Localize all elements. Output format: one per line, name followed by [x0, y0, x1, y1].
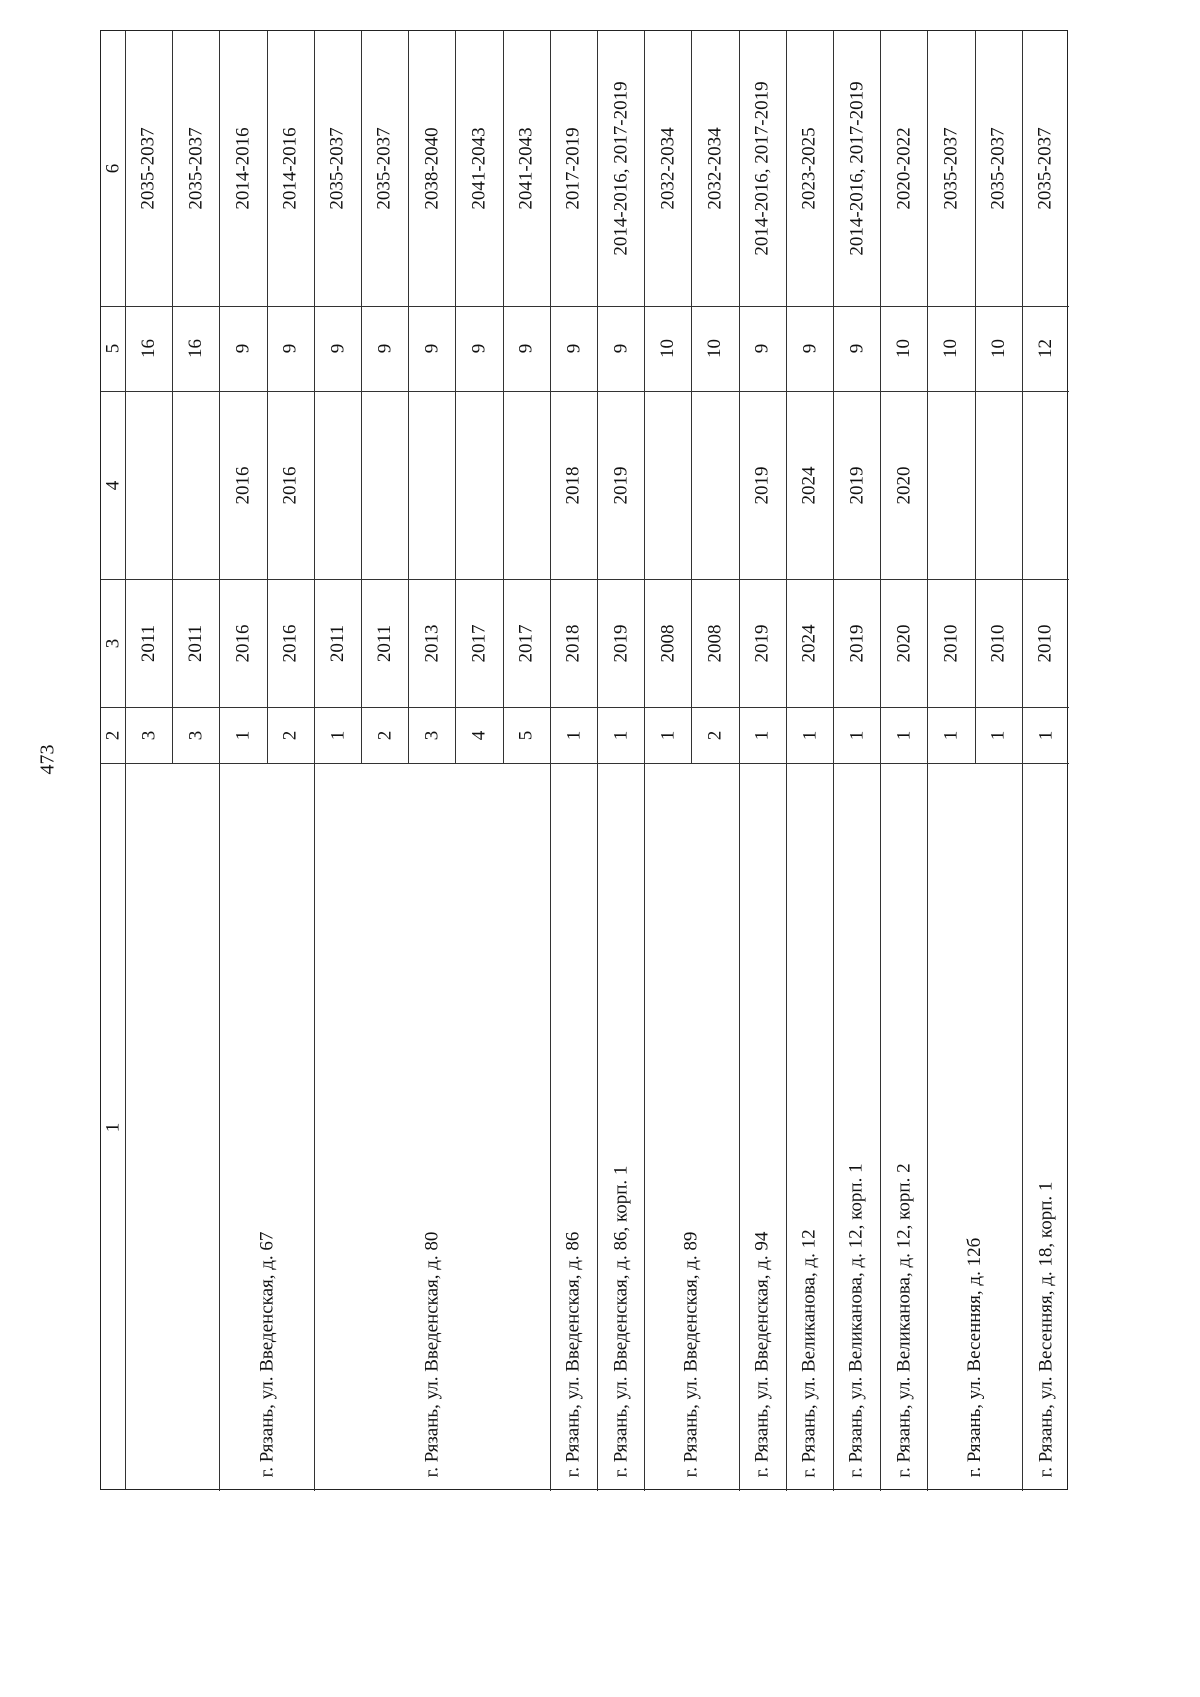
- table-cell-c4-text: 2018: [562, 466, 584, 504]
- table-cell-c5-text: 9: [515, 343, 537, 354]
- table-cell-c5: [691, 306, 738, 391]
- address-cell: [739, 763, 786, 1491]
- table-cell-c3-text: 2017: [468, 624, 490, 662]
- table-cell-c2: [739, 707, 786, 763]
- address-cell: [597, 763, 644, 1491]
- table-cell-c6: [267, 31, 314, 306]
- table-cell-c2-text: 1: [846, 730, 868, 740]
- table-cell-c3: [455, 579, 502, 707]
- header-5-text: 5: [102, 343, 124, 354]
- table-cell-c3-text: 2010: [987, 624, 1009, 662]
- table-cell-c5: [880, 306, 927, 391]
- table-cell-c3-text: 2019: [610, 624, 632, 662]
- table-cell-c6: [550, 31, 597, 306]
- table-cell-c4-text: 2020: [893, 466, 915, 504]
- table-cell-c2-text: 2: [279, 730, 301, 740]
- table-cell-c3-text: 2017: [515, 624, 537, 662]
- table-cell-c5-text: 9: [846, 343, 868, 354]
- table-cell-c3: [786, 579, 833, 707]
- table-cell-c5-text: 9: [374, 343, 396, 354]
- page-number: 473: [36, 744, 59, 775]
- table-cell-c4-text: 2019: [751, 466, 773, 504]
- table-cell-c5-text: 9: [468, 343, 490, 354]
- table-cell-c5: [125, 306, 172, 391]
- header-3-text: 3: [102, 638, 124, 648]
- table-cell-c6-text: 2020-2022: [893, 127, 915, 210]
- table-cell-c4: [455, 391, 502, 579]
- table-cell-c6: [927, 31, 974, 306]
- table-cell-c5-text: 10: [657, 339, 679, 358]
- table-cell-c2: [314, 707, 361, 763]
- table-cell-c6: [597, 31, 644, 306]
- table-cell-c3-text: 2013: [421, 624, 443, 662]
- table-cell-c3-text: 2011: [326, 624, 348, 662]
- table-cell-c2-text: 1: [1034, 730, 1056, 740]
- table-cell-c2-text: 2: [704, 730, 726, 740]
- table-cell-c6-text: 2032-2034: [657, 127, 679, 210]
- table-cell-c2-text: 1: [232, 730, 254, 740]
- rotated-table: [100, 30, 1068, 1490]
- table-cell-c6: [786, 31, 833, 306]
- table-cell-c6-text: 2014-2016: [232, 127, 254, 210]
- table-cell-c3: [408, 579, 455, 707]
- table-cell-c5-text: 10: [940, 339, 962, 358]
- table-cell-c4: [739, 391, 786, 579]
- table-cell-c5-text: 16: [138, 339, 160, 358]
- table-cell-c5-text: 16: [185, 339, 207, 358]
- table-cell-c5-text: 10: [893, 339, 915, 358]
- table-cell-c4-text: 2016: [279, 466, 301, 504]
- table-cell-c5: [786, 306, 833, 391]
- table-cell-c4: [691, 391, 738, 579]
- table-cell-c4: [597, 391, 644, 579]
- table-cell-c6-text: 2035-2037: [1034, 127, 1056, 210]
- address-text: г. Рязань, ул. Введенская, д. 86, корп. 1: [610, 1165, 632, 1478]
- table-cell-c6-text: 2017-2019: [562, 127, 584, 210]
- table-cell-c2-text: 1: [657, 730, 679, 740]
- table-cell-c6-text: 2035-2037: [987, 127, 1009, 210]
- header-1-text: 1: [102, 1122, 124, 1132]
- table-cell-c3-text: 2008: [657, 624, 679, 662]
- table-cell-c4: [975, 391, 1022, 579]
- table-cell-c2: [880, 707, 927, 763]
- table-cell-c2-text: 3: [138, 730, 160, 740]
- table-cell-c6: [880, 31, 927, 306]
- table-cell-c4: [408, 391, 455, 579]
- table-cell-c5-text: 9: [751, 343, 773, 354]
- address-text: г. Рязань, ул. Введенская, д. 94: [751, 1231, 773, 1478]
- table-cell-c3: [975, 579, 1022, 707]
- address-cell: [125, 763, 219, 1491]
- table-cell-c2-text: 3: [421, 730, 443, 740]
- table-cell-c2-text: 2: [374, 730, 396, 740]
- table-cell-c6: [219, 31, 266, 306]
- address-cell: [1022, 763, 1069, 1491]
- table-cell-c3-text: 2020: [893, 624, 915, 662]
- table-cell-c6-text: 2032-2034: [704, 127, 726, 210]
- table-cell-c5: [267, 306, 314, 391]
- address-cell: [833, 763, 880, 1491]
- table-cell-c5-text: 9: [562, 343, 584, 354]
- table-cell-c5-text: 9: [798, 343, 820, 354]
- address-cell: [644, 763, 738, 1491]
- table-cell-c3: [880, 579, 927, 707]
- table-cell-c3: [267, 579, 314, 707]
- table-cell-c6: [739, 31, 786, 306]
- table-cell-c2: [597, 707, 644, 763]
- table-cell-c4: [314, 391, 361, 579]
- table-cell-c5: [455, 306, 502, 391]
- table-cell-c2-text: 1: [326, 730, 348, 740]
- table-cell-c2-text: 1: [798, 730, 820, 740]
- table-cell-c4-text: 2016: [232, 466, 254, 504]
- table-cell-c5: [927, 306, 974, 391]
- table-cell-c3: [503, 579, 550, 707]
- table-cell-c5: [597, 306, 644, 391]
- table-cell-c6: [644, 31, 691, 306]
- table-cell-c6-text: 2023-2025: [798, 127, 820, 210]
- table-cell-c3-text: 2019: [751, 624, 773, 662]
- table-cell-c5: [408, 306, 455, 391]
- table-cell-c4: [833, 391, 880, 579]
- table-cell-c4: [1022, 391, 1069, 579]
- table-cell-c6: [408, 31, 455, 306]
- table-cell-c6: [314, 31, 361, 306]
- table-cell-c5: [314, 306, 361, 391]
- table-cell-c2: [503, 707, 550, 763]
- table-cell-c4: [267, 391, 314, 579]
- table-cell-c2: [172, 707, 219, 763]
- table-cell-c4: [125, 391, 172, 579]
- table-cell-c5: [833, 306, 880, 391]
- table-cell-c4: [503, 391, 550, 579]
- table-cell-c4-text: 2019: [846, 466, 868, 504]
- table-cell-c4: [880, 391, 927, 579]
- table-cell-c6-text: 2014-2016, 2017-2019: [751, 81, 773, 256]
- address-text: г. Рязань, ул. Великанова, д. 12: [798, 1229, 820, 1478]
- table-cell-c2-text: 1: [610, 730, 632, 740]
- table-cell-c6: [125, 31, 172, 306]
- table-cell-c6-text: 2014-2016: [279, 127, 301, 210]
- table-cell-c6: [455, 31, 502, 306]
- address-text: г. Рязань, ул. Весенняя, д. 12б: [964, 1238, 986, 1478]
- table-cell-c3-text: 2018: [562, 624, 584, 662]
- table-cell-c6-text: 2014-2016, 2017-2019: [610, 81, 632, 256]
- address-cell: [314, 763, 550, 1491]
- table-cell-c4: [219, 391, 266, 579]
- table-cell-c2: [786, 707, 833, 763]
- table-cell-c6: [361, 31, 408, 306]
- table-cell-c3: [644, 579, 691, 707]
- table-cell-c6-text: 2041-2043: [515, 127, 537, 210]
- table-cell-c3-text: 2010: [940, 624, 962, 662]
- address-cell: [219, 763, 313, 1491]
- table-cell-c3-text: 2011: [185, 624, 207, 662]
- table-cell-c2: [361, 707, 408, 763]
- table-cell-c6: [833, 31, 880, 306]
- table-cell-c2-text: 1: [987, 730, 1009, 740]
- table-cell-c2: [125, 707, 172, 763]
- table-cell-c3: [125, 579, 172, 707]
- table-cell-c5: [503, 306, 550, 391]
- header-2: [101, 707, 125, 763]
- table-cell-c3-text: 2010: [1034, 624, 1056, 662]
- address-text: г. Рязань, ул. Введенская, д. 86: [562, 1231, 584, 1478]
- table-cell-c5-text: 10: [987, 339, 1009, 358]
- address-text: г. Рязань, ул. Введенская, д. 80: [421, 1231, 443, 1478]
- address-cell: [550, 763, 597, 1491]
- table-cell-c6-text: 2014-2016, 2017-2019: [846, 81, 868, 256]
- table-cell-c5: [644, 306, 691, 391]
- table-cell-c3-text: 2011: [138, 624, 160, 662]
- table-cell-c4: [550, 391, 597, 579]
- table-cell-c2: [975, 707, 1022, 763]
- table-cell-c3-text: 2016: [279, 624, 301, 662]
- table-cell-c5-text: 9: [326, 343, 348, 354]
- table-cell-c5: [975, 306, 1022, 391]
- table-cell-c3-text: 2008: [704, 624, 726, 662]
- table-cell-c3: [739, 579, 786, 707]
- table-cell-c5-text: 9: [279, 343, 301, 354]
- table-cell-c3: [1022, 579, 1069, 707]
- table-cell-c2: [644, 707, 691, 763]
- table-cell-c4: [644, 391, 691, 579]
- address-text: г. Рязань, ул. Введенская, д. 67: [256, 1231, 278, 1478]
- address-text: г. Рязань, ул. Великанова, д. 12, корп. 2: [893, 1163, 915, 1478]
- table-cell-c3-text: 2019: [846, 624, 868, 662]
- table-cell-c4: [927, 391, 974, 579]
- address-cell: [786, 763, 833, 1491]
- table-cell-c2: [927, 707, 974, 763]
- table-cell-c5: [739, 306, 786, 391]
- table-cell-c2: [1022, 707, 1069, 763]
- table-cell-c3: [361, 579, 408, 707]
- table-cell-c6-text: 2035-2037: [138, 127, 160, 210]
- header-6: [101, 31, 125, 306]
- table-cell-c6-text: 2038-2040: [421, 127, 443, 210]
- table-cell-c5: [172, 306, 219, 391]
- address-text: г. Рязань, ул. Введенская, д. 89: [680, 1231, 702, 1478]
- table-cell-c6-text: 2035-2037: [326, 127, 348, 210]
- table-cell-c3: [691, 579, 738, 707]
- table-cell-c6: [503, 31, 550, 306]
- table-cell-c5-text: 10: [704, 339, 726, 358]
- address-cell: [880, 763, 927, 1491]
- table-cell-c4: [786, 391, 833, 579]
- table-cell-c5-text: 12: [1034, 339, 1056, 358]
- table-cell-c6: [975, 31, 1022, 306]
- table-cell-c5: [361, 306, 408, 391]
- header-4-text: 4: [102, 480, 124, 490]
- header-1: [101, 763, 125, 1491]
- header-4: [101, 391, 125, 579]
- table-cell-c6: [172, 31, 219, 306]
- table-cell-c2: [455, 707, 502, 763]
- table-cell-c2-text: 4: [468, 730, 490, 740]
- table-cell-c2: [550, 707, 597, 763]
- table-cell-c4-text: 2019: [610, 466, 632, 504]
- table-cell-c6-text: 2035-2037: [185, 127, 207, 210]
- table-cell-c2: [267, 707, 314, 763]
- table-cell-c3: [172, 579, 219, 707]
- address-text: г. Рязань, ул. Весенняя, д. 18, корп. 1: [1034, 1181, 1056, 1478]
- table-cell-c5: [550, 306, 597, 391]
- table-cell-c2: [833, 707, 880, 763]
- table-cell-c2-text: 1: [940, 730, 962, 740]
- header-2-text: 2: [102, 730, 124, 740]
- table-cell-c2: [408, 707, 455, 763]
- address-cell: [927, 763, 1021, 1491]
- table-cell-c2-text: 5: [515, 730, 537, 740]
- table-cell-c4: [172, 391, 219, 579]
- table-cell-c2: [691, 707, 738, 763]
- table-cell-c6: [691, 31, 738, 306]
- table-cell-c4: [361, 391, 408, 579]
- table-cell-c6-text: 2035-2037: [940, 127, 962, 210]
- table-cell-c2: [219, 707, 266, 763]
- table-cell-c6: [1022, 31, 1069, 306]
- table-cell-c2-text: 1: [751, 730, 773, 740]
- table-cell-c3: [314, 579, 361, 707]
- table-cell-c5-text: 9: [610, 343, 632, 354]
- table-cell-c3-text: 2011: [374, 624, 396, 662]
- table-cell-c2-text: 1: [562, 730, 584, 740]
- table-cell-c3: [597, 579, 644, 707]
- table-cell-c3-text: 2016: [232, 624, 254, 662]
- table-cell-c3: [927, 579, 974, 707]
- table-cell-c5-text: 9: [232, 343, 254, 354]
- table-cell-c3: [219, 579, 266, 707]
- table-cell-c3-text: 2024: [798, 624, 820, 662]
- header-6-text: 6: [102, 163, 124, 174]
- table-cell-c6-text: 2041-2043: [468, 127, 490, 210]
- table-cell-c3: [833, 579, 880, 707]
- header-3: [101, 579, 125, 707]
- table-cell-c2-text: 3: [185, 730, 207, 740]
- header-5: [101, 306, 125, 391]
- table-cell-c2-text: 1: [893, 730, 915, 740]
- address-text: г. Рязань, ул. Великанова, д. 12, корп. 1: [846, 1163, 868, 1478]
- table-cell-c5-text: 9: [421, 343, 443, 354]
- table-cell-c3: [550, 579, 597, 707]
- table-cell-c4-text: 2024: [798, 466, 820, 504]
- table-cell-c5: [1022, 306, 1069, 391]
- table-cell-c6-text: 2035-2037: [374, 127, 396, 210]
- table-cell-c5: [219, 306, 266, 391]
